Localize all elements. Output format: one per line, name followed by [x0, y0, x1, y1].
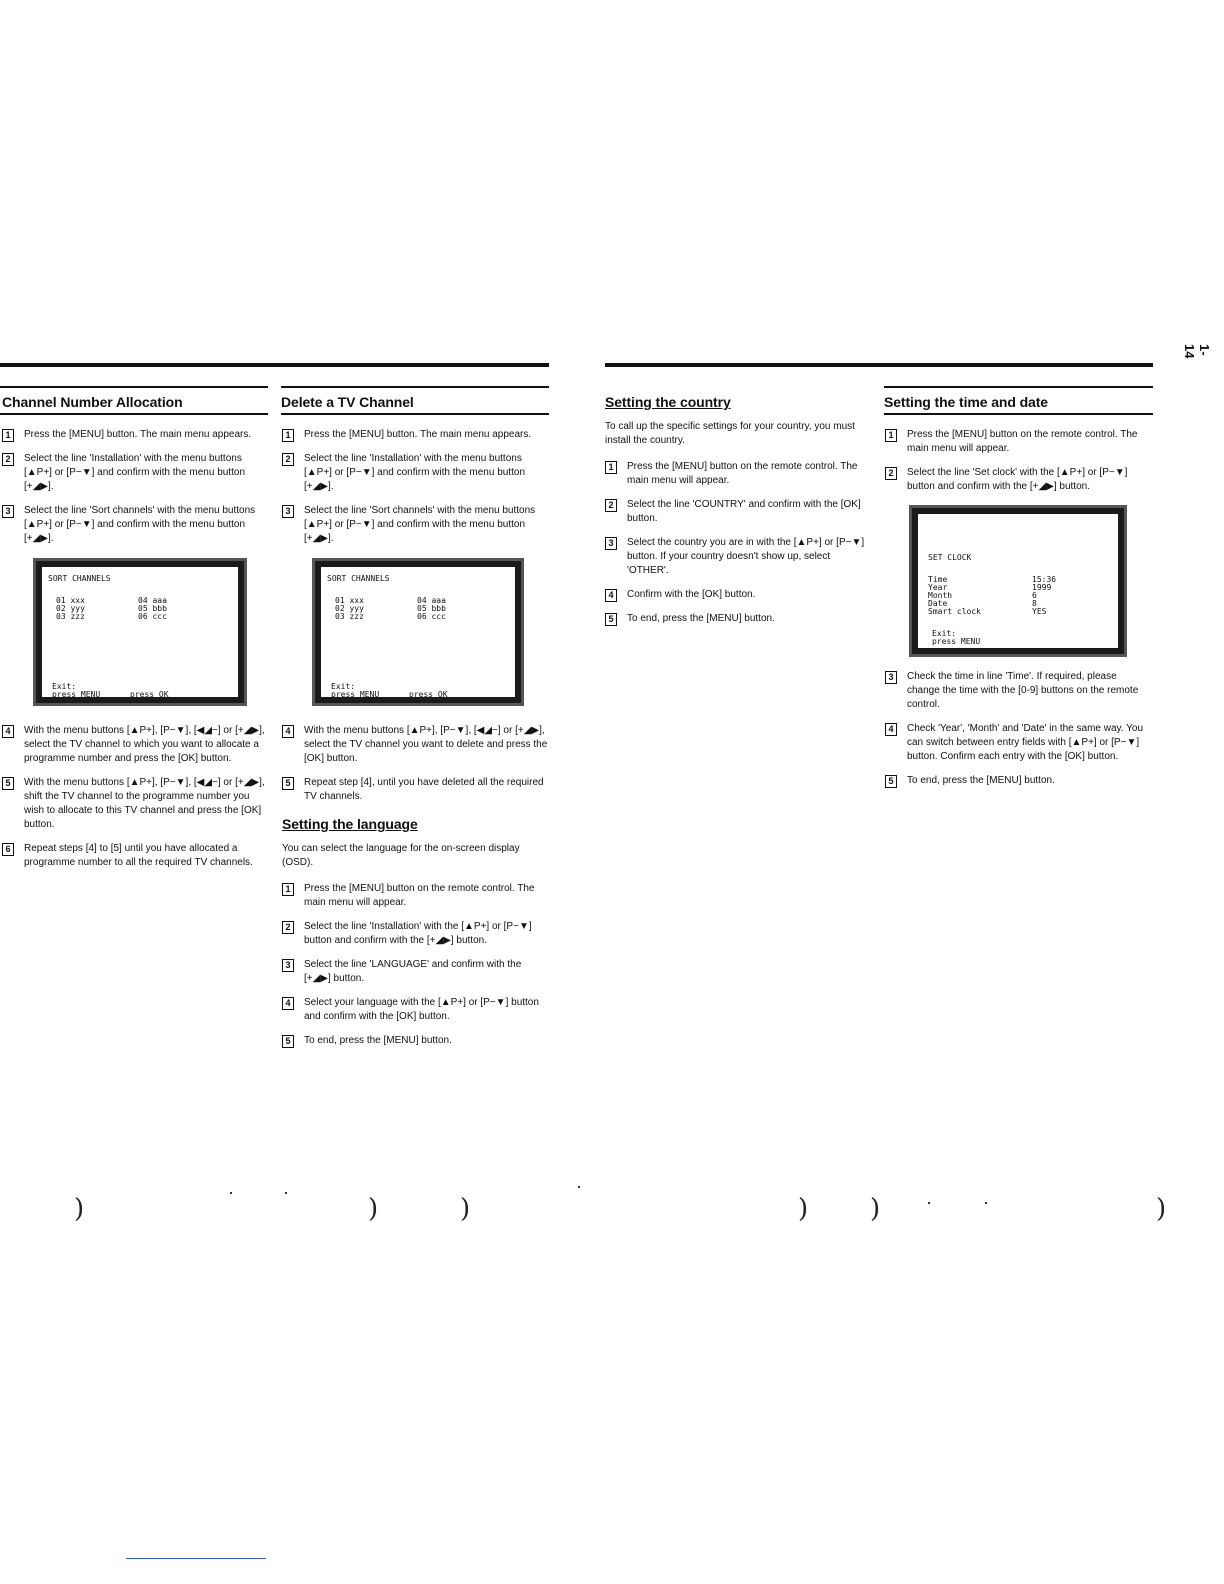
step: 5 With the menu buttons [▲P+], [P−▼], [◀◢−] or [+◢▶], shift the TV channel to the programme number you wish to allocate to this TV channel and press the [OK] button. — [2, 776, 268, 832]
step: 1 Press the [MENU] button on the remote control. The main menu will appear. — [885, 428, 1151, 456]
screen-title: SORT CHANNELS — [48, 574, 111, 583]
scan-artifact-dot — [928, 1202, 930, 1204]
screen-title: SET CLOCK — [928, 553, 972, 562]
clock-value-time: 15:36 — [1032, 575, 1057, 584]
top-rule-right — [605, 363, 1153, 367]
screen-channel: 06 ccc — [417, 612, 446, 621]
clock-label-year: Year — [928, 583, 948, 592]
section-rule-top — [0, 386, 268, 388]
screen-exit: Exit: — [52, 682, 77, 691]
language-section — [282, 816, 548, 1058]
page-number: 1-14 — [1182, 344, 1212, 359]
screen-channel: 06 ccc — [138, 612, 167, 621]
screen-exit: Exit: — [331, 682, 356, 691]
step: 3 Select the country you are in with the [▲P+] or [P−▼] button. If your country doesn't show up, select 'OTHER'. — [605, 536, 867, 578]
channel-alloc-section — [2, 394, 270, 410]
screen-exit: Exit: — [932, 629, 957, 638]
scan-artifact-line — [126, 1558, 266, 1559]
scan-artifact-dot — [285, 1192, 287, 1194]
step: 3 Check the time in line 'Time'. If required, please change the time with the [0-9] buttons on the remote control. — [885, 670, 1151, 712]
clock-label-month: Month — [928, 591, 953, 600]
step: 4 Confirm with the [OK] button. — [605, 588, 867, 602]
step: 5 Repeat step [4], until you have deleted all the required TV channels. — [282, 776, 548, 804]
step: 2 Select the line 'Installation' with the menu buttons [▲P+] or [P−▼] and confirm with the menu button [+◢▶]. — [2, 452, 268, 494]
section-rule-bottom — [0, 413, 268, 415]
scan-artifact-mark: ) — [74, 1194, 85, 1224]
scan-artifact-mark: ) — [798, 1194, 809, 1224]
screen-channel: 01 xxx — [56, 596, 85, 605]
clock-label-smart-clock: Smart clock — [928, 607, 981, 616]
step: 3 Select the line 'LANGUAGE' and confirm with the [+◢▶] button. — [282, 958, 548, 986]
screen-channel: 04 aaa — [417, 596, 446, 605]
clock-value-date: 8 — [1032, 599, 1037, 608]
clock-value-smart-clock: YES — [1032, 607, 1047, 616]
tv-screen-set-clock — [912, 508, 1124, 654]
step: 2 Select the line 'COUNTRY' and confirm with the [OK] button. — [605, 498, 867, 526]
section-rule-bottom — [884, 413, 1153, 415]
scan-artifact-mark: ) — [1156, 1194, 1167, 1224]
section-title: Delete a TV Channel — [281, 394, 414, 410]
clock-value-year: 1999 — [1032, 583, 1052, 592]
channel-alloc-steps-top — [2, 428, 268, 556]
step: 2 Select the line 'Set clock' with the [▲P+] or [P−▼] button and confirm with the [+◢▶] button. — [885, 466, 1151, 494]
step: 5 To end, press the [MENU] button. — [282, 1034, 548, 1048]
scan-artifact-mark: ) — [870, 1194, 881, 1224]
step: 1 Press the [MENU] button on the remote control. The main menu will appear. — [282, 882, 548, 910]
delete-channel-section — [281, 394, 549, 410]
section-rule-top — [884, 386, 1153, 388]
channel-alloc-steps-bottom — [2, 724, 268, 880]
screen-channel: 01 xxx — [335, 596, 364, 605]
time-date-steps-bottom — [885, 670, 1151, 798]
delete-channel-steps-top — [282, 428, 548, 556]
clock-value-month: 6 — [1032, 591, 1037, 600]
section-title: Setting the language — [282, 816, 418, 832]
step: 1 Press the [MENU] button on the remote control. The main menu will appear. — [605, 460, 867, 488]
step: 4 Check 'Year', 'Month' and 'Date' in the same way. You can switch between entry fields with [▲P+] or [P−▼] button. Confirm each entry with the [OK] button. — [885, 722, 1151, 764]
step: 5 To end, press the [MENU] button. — [605, 612, 867, 626]
screen-channel: 04 aaa — [138, 596, 167, 605]
step: 2 Select the line 'Installation' with the [▲P+] or [P−▼] button and confirm with the [+◢▶] button. — [282, 920, 548, 948]
screen-channel: 03 zzz — [56, 612, 85, 621]
step: 6 Repeat steps [4] to [5] until you have allocated a programme number to all the required TV channels. — [2, 842, 268, 870]
delete-channel-steps-bottom — [282, 724, 548, 814]
step: 2 Select the line 'Installation' with the menu buttons [▲P+] or [P−▼] and confirm with the menu button [+◢▶]. — [282, 452, 548, 494]
section-title: Setting the time and date — [884, 394, 1048, 410]
time-date-steps-top — [885, 428, 1151, 504]
step: 1 Press the [MENU] button. The main menu appears. — [2, 428, 268, 442]
screen-channel: 02 yyy — [56, 604, 85, 613]
scan-artifact-mark: ) — [368, 1194, 379, 1224]
screen-channel: 05 bbb — [417, 604, 446, 613]
step: 4 With the menu buttons [▲P+], [P−▼], [◀◢−] or [+◢▶], select the TV channel to which you want to allocate a programme number and press the [OK] button. — [2, 724, 268, 766]
section-intro: To call up the specific settings for your country, you must install the country. — [605, 421, 855, 446]
step: 3 Select the line 'Sort channels' with the menu buttons [▲P+] or [P−▼] and confirm with the menu button [+◢▶]. — [2, 504, 268, 546]
screen-press-menu: press MENU — [331, 690, 380, 699]
section-title: Setting the country — [605, 394, 731, 410]
screen-press-ok: press OK — [409, 690, 448, 699]
screen-channel: 02 yyy — [335, 604, 364, 613]
screen-channel: 03 zzz — [335, 612, 364, 621]
step: 3 Select the line 'Sort channels' with the menu buttons [▲P+] or [P−▼] and confirm with the menu button [+◢▶]. — [282, 504, 548, 546]
top-rule-left — [0, 363, 549, 367]
scan-artifact-dot — [578, 1186, 580, 1188]
step: 1 Press the [MENU] button. The main menu appears. — [282, 428, 548, 442]
screen-channel: 05 bbb — [138, 604, 167, 613]
tv-screen-sort-channels — [36, 561, 244, 703]
step: 5 To end, press the [MENU] button. — [885, 774, 1151, 788]
step: 4 Select your language with the [▲P+] or [P−▼] button and confirm with the [OK] button. — [282, 996, 548, 1024]
section-title: Channel Number Allocation — [2, 394, 183, 410]
section-intro: You can select the language for the on-screen display (OSD). — [282, 843, 520, 868]
step: 4 With the menu buttons [▲P+], [P−▼], [◀◢−] or [+◢▶], select the TV channel you want to delete and press the [OK] button. — [282, 724, 548, 766]
country-section — [605, 394, 867, 636]
screen-press-menu: press MENU — [52, 690, 101, 699]
screen-press-ok: press OK — [130, 690, 169, 699]
clock-label-date: Date — [928, 599, 948, 608]
screen-press-menu: press MENU — [932, 637, 981, 646]
clock-label-time: Time — [928, 575, 948, 584]
section-rule-top — [281, 386, 549, 388]
time-date-section — [884, 394, 1153, 410]
scan-artifact-mark: ) — [460, 1194, 471, 1224]
scan-artifact-dot — [230, 1192, 232, 1194]
screen-title: SORT CHANNELS — [327, 574, 390, 583]
section-rule-bottom — [281, 413, 549, 415]
tv-screen-sort-channels — [315, 561, 521, 703]
scan-artifact-dot — [985, 1202, 987, 1204]
